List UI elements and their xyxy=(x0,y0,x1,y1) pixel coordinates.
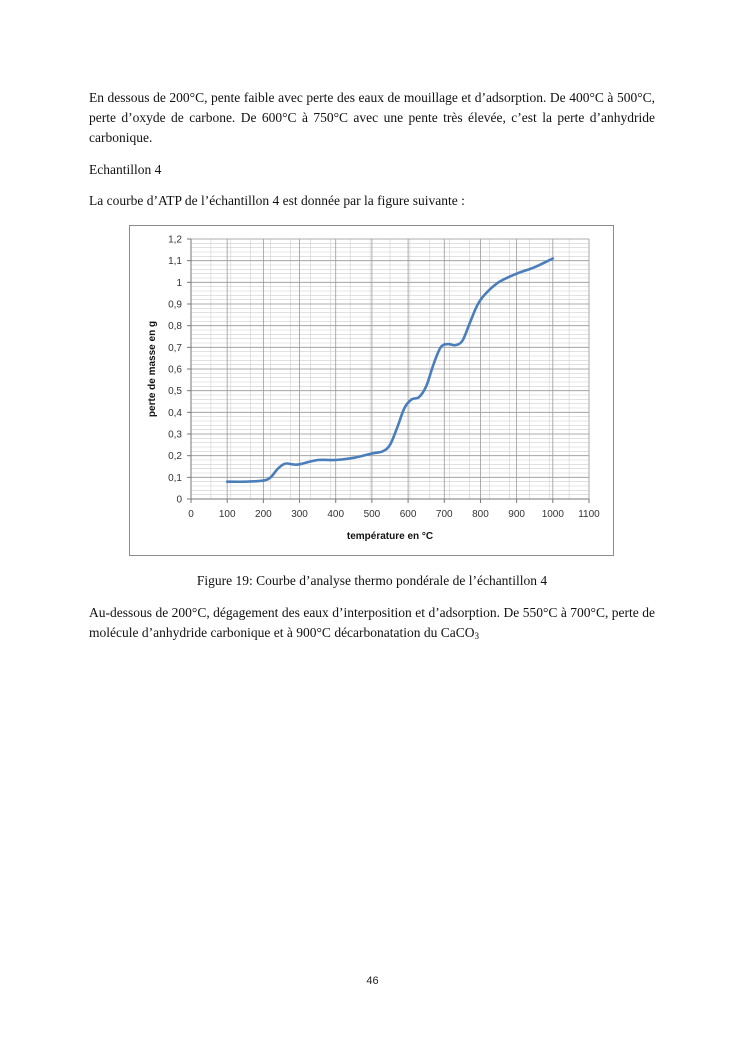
tga-chart xyxy=(129,225,614,556)
y-tick-label: 1,1 xyxy=(168,256,182,268)
y-tick-label: 0,8 xyxy=(168,321,182,333)
y-tick-label: 0,7 xyxy=(168,342,182,354)
figure-caption: Figure 19: Courbe d’analyse thermo pondérale de l’échantillon 4 xyxy=(196,573,548,588)
x-tick-label: 800 xyxy=(472,509,489,520)
x-tick-label: 1000 xyxy=(541,509,564,520)
page-number: 46 xyxy=(366,975,379,987)
y-tick-label: 1 xyxy=(176,277,182,289)
paragraph-sample3-analysis: En dessous de 200°C, pente faible avec perte des eaux de mouillage et d’adsorption. De 400°C à 500°C, perte d’oxyde de carbone. De 600°C à 750°C avec une pente très élevée, c’est la perte d’anhydride carbonique. xyxy=(89,90,655,145)
y-tick-label: 0,9 xyxy=(168,299,182,311)
y-tick-label: 0,2 xyxy=(168,451,182,463)
paragraph-sample4-text: Au-dessous de 200°C, dégagement des eaux d’interposition et d’adsorption. De 550°C à 700°C, perte de molécule d’anhydride carbonique et à 900°C décarbonatation du CaCO xyxy=(89,605,655,640)
y-tick-label: 0,6 xyxy=(168,364,182,376)
x-tick-label: 100 xyxy=(218,509,236,520)
y-tick-label: 0,1 xyxy=(168,472,182,484)
x-axis-title: température en °C xyxy=(346,531,434,542)
y-tick-label: 0 xyxy=(176,494,182,506)
x-tick-label: 900 xyxy=(508,509,525,520)
section-heading-echantillon-4: Echantillon 4 xyxy=(89,162,162,177)
x-tick-label: 300 xyxy=(291,509,308,520)
y-tick-label: 0,3 xyxy=(168,429,182,441)
x-tick-label: 600 xyxy=(399,509,417,520)
y-tick-label: 0,5 xyxy=(168,386,182,398)
x-tick-label: 500 xyxy=(363,509,381,520)
x-tick-label: 700 xyxy=(435,509,453,520)
subscript-3: 3 xyxy=(474,631,480,641)
y-tick-label: 0,4 xyxy=(168,407,182,419)
x-tick-label: 1100 xyxy=(578,509,600,520)
x-tick-label: 200 xyxy=(255,509,272,520)
figure-intro-text: La courbe d’ATP de l’échantillon 4 est donnée par la figure suivante : xyxy=(89,193,465,208)
x-tick-label: 0 xyxy=(188,509,194,520)
x-tick-label: 400 xyxy=(327,509,345,520)
y-axis-title: perte de masse en g xyxy=(147,320,158,418)
y-tick-label: 1,2 xyxy=(168,234,182,246)
paragraph-sample4-analysis xyxy=(89,603,655,646)
